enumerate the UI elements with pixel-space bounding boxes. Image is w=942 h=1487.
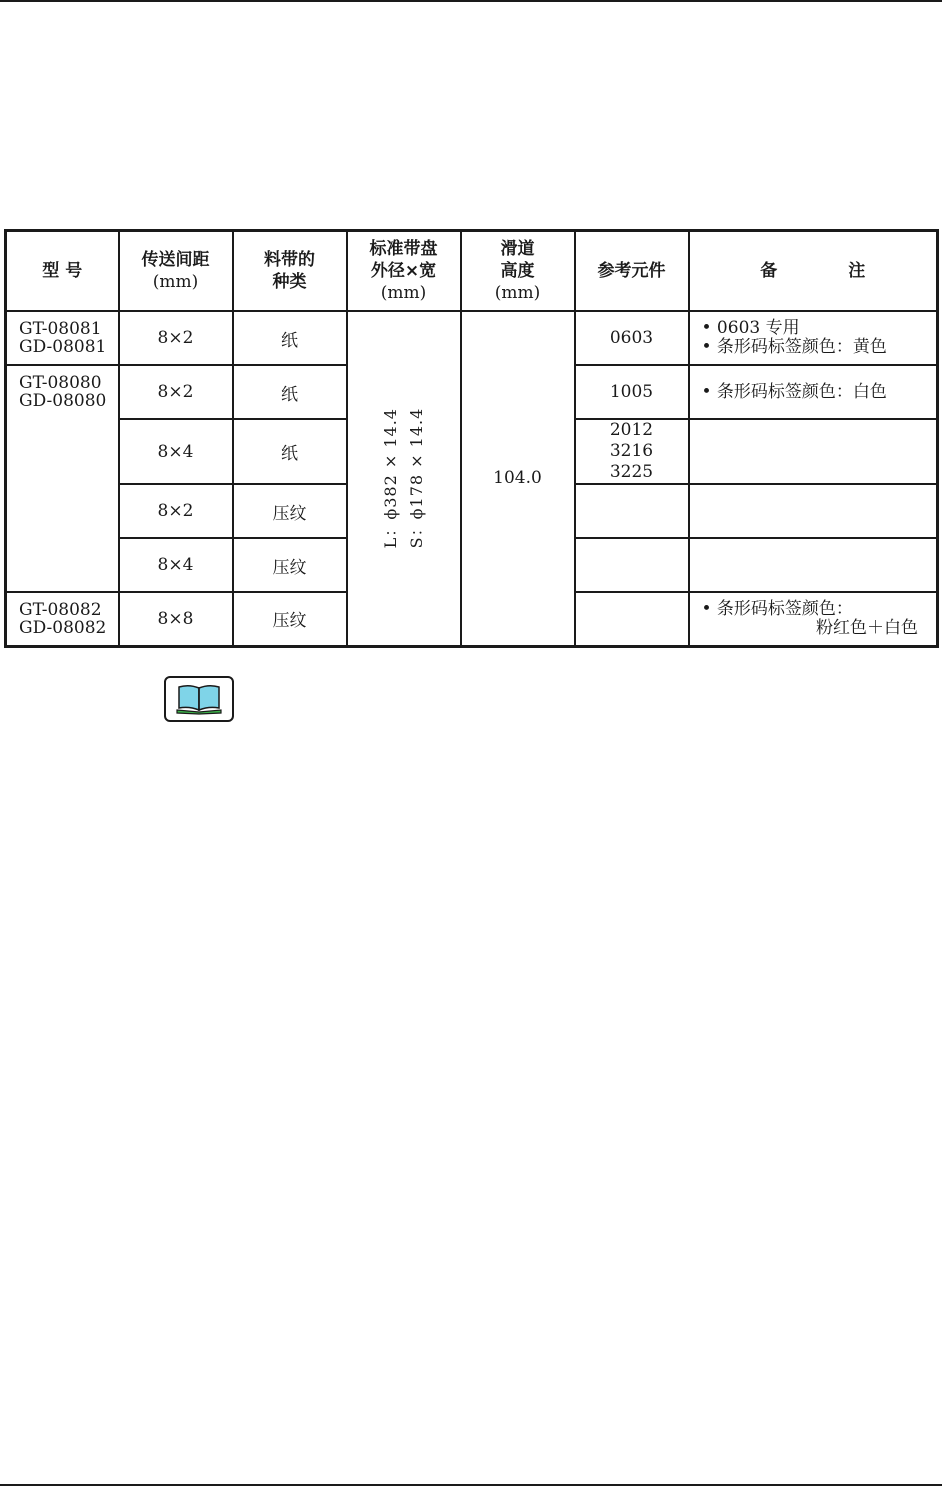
spec-table: [4, 229, 939, 648]
tape-type-cell: 纸: [233, 365, 347, 419]
notes-cell: [689, 419, 938, 484]
notes-cell: [689, 484, 938, 538]
reel-size-cell: [347, 311, 461, 646]
pitch-cell: 8×2: [119, 484, 233, 538]
pitch-cell: 8×4: [119, 419, 233, 484]
notes-cell: [689, 538, 938, 592]
header-notes: 备 注: [689, 231, 938, 312]
tape-type-cell: 压纹: [233, 592, 347, 646]
header-tape-type: 料带的 种类: [233, 231, 347, 312]
header-model: 型 号: [6, 231, 119, 312]
reference-cell: [575, 538, 689, 592]
table-header-row: [6, 231, 938, 312]
model-cell: GT-08082 GD-08082: [6, 592, 119, 646]
model-cell: GT-08080 GD-08080: [6, 365, 119, 592]
reel-size-text: L：ϕ382 × 14.4 S：ϕ178 × 14.4: [380, 407, 426, 549]
reference-cell: 2012 3216 3225: [575, 419, 689, 484]
bottom-rule: [0, 1484, 942, 1486]
notes-cell: • 条形码标签颜色： 粉红色＋白色: [689, 592, 938, 646]
chute-height-cell: 104.0: [461, 311, 575, 646]
reference-cell: [575, 592, 689, 646]
header-reference-parts: 参考元件: [575, 231, 689, 312]
book-icon: [164, 676, 234, 722]
tape-type-cell: 纸: [233, 311, 347, 365]
header-reel-size: 标准带盘 外径×宽 (mm): [347, 231, 461, 312]
reference-cell: [575, 484, 689, 538]
model-cell: GT-08081 GD-08081: [6, 311, 119, 365]
reference-cell: 1005: [575, 365, 689, 419]
pitch-cell: 8×2: [119, 365, 233, 419]
tape-type-cell: 压纹: [233, 538, 347, 592]
notes-cell: • 条形码标签颜色：白色: [689, 365, 938, 419]
tape-type-cell: 纸: [233, 419, 347, 484]
pitch-cell: 8×2: [119, 311, 233, 365]
top-rule: [0, 0, 942, 2]
header-pitch: 传送间距 (mm): [119, 231, 233, 312]
pitch-cell: 8×4: [119, 538, 233, 592]
notes-cell: • 0603 专用 • 条形码标签颜色：黄色: [689, 311, 938, 365]
header-chute-height: 滑道 高度 (mm): [461, 231, 575, 312]
book-icon-graphic: [175, 683, 223, 715]
tape-type-cell: 压纹: [233, 484, 347, 538]
table-row: [6, 311, 938, 365]
pitch-cell: 8×8: [119, 592, 233, 646]
reference-cell: 0603: [575, 311, 689, 365]
